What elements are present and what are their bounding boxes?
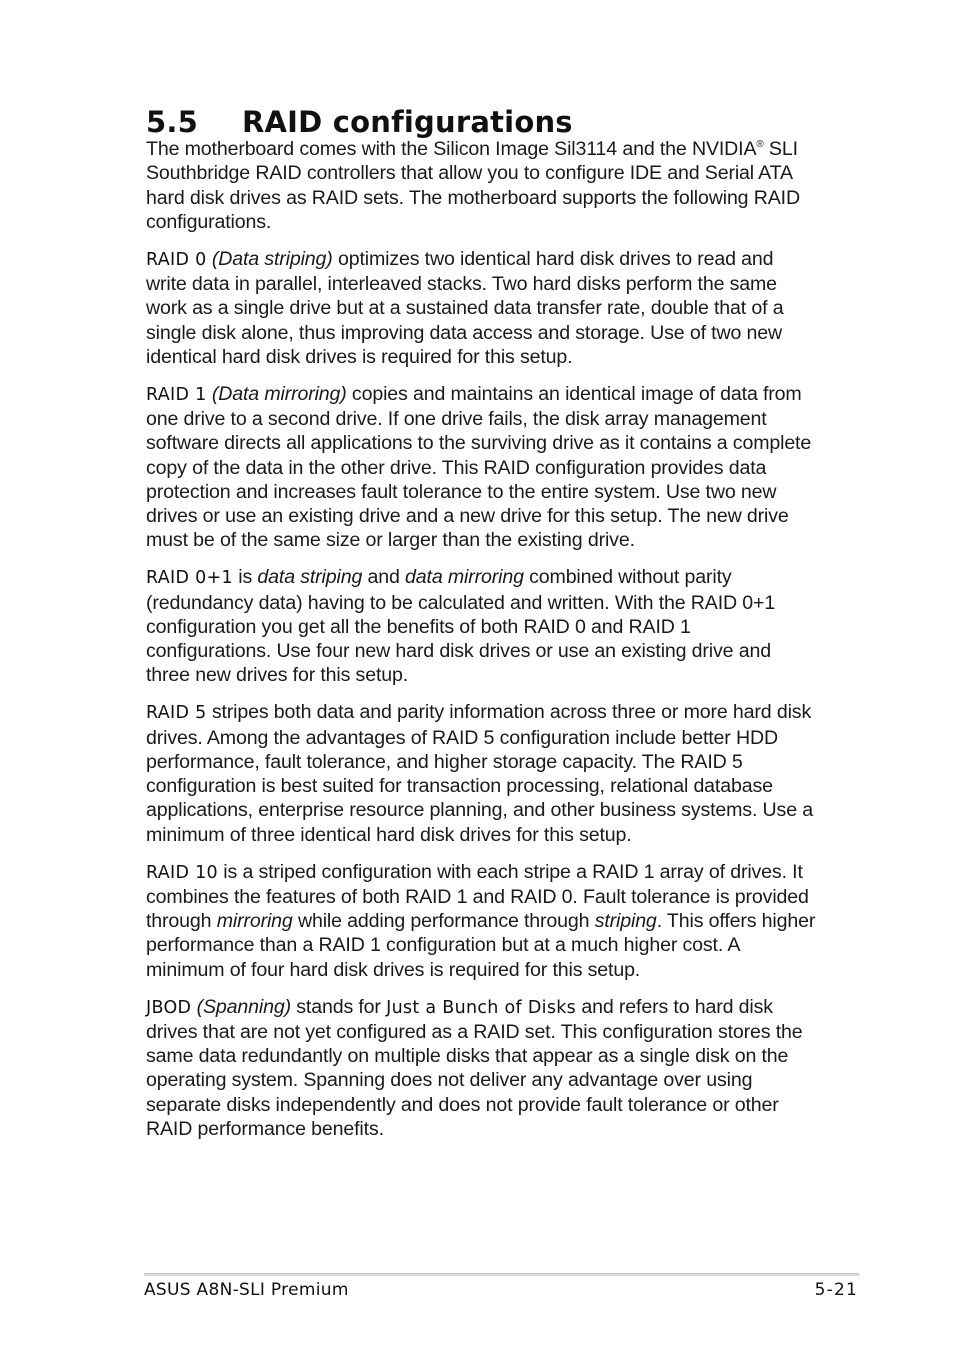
raid0-description: optimizes two identical hard disk drives to read and write data in parallel, interleaved stacks. Two hard disks perform the same work as a single drive but at a sustained data transfer rate, double that of a single disk alone, thus improving data access and storage. Use of two new identical hard disk drives is required for this setup. bbox=[146, 247, 784, 368]
raid5-paragraph bbox=[146, 700, 818, 847]
raid1-paragraph bbox=[146, 382, 818, 553]
intro-text: The motherboard comes with the Silicon Image Sil3114 and the NVIDIA bbox=[146, 138, 757, 160]
raid0-term: RAID 0 bbox=[146, 249, 207, 270]
raid01-emphasis-1: data striping bbox=[257, 566, 363, 589]
raid10-paragraph bbox=[146, 860, 818, 982]
jbod-term: JBOD bbox=[146, 997, 192, 1018]
intro-paragraph bbox=[146, 137, 818, 234]
raid10-description: . This offers higher performance than a RAID 1 configuration but at a much higher cost. A minimum of four hard disk drives is required for this setup. bbox=[146, 910, 816, 981]
raid10-emphasis-2: striping bbox=[594, 910, 657, 933]
section-heading bbox=[146, 105, 573, 139]
raid0-paragraph bbox=[146, 247, 818, 369]
raid1-description: copies and maintains an identical image of data from one drive to a second drive. If one drive fails, the disk array management software directs all applications to the surviving drive as it contains a complete copy of the data in the other drive. This RAID configuration provides data protection and increases fault tolerance to the entire system. Use two new drives or use an existing drive and a new drive for this setup. The new drive must be of the same size or larger than the existing drive. bbox=[146, 382, 812, 552]
raid01-paragraph bbox=[146, 565, 818, 687]
registered-mark: ® bbox=[756, 139, 764, 150]
jbod-paragraph bbox=[146, 995, 818, 1142]
footer-divider bbox=[144, 1273, 859, 1274]
raid01-emphasis-2: data mirroring bbox=[405, 566, 524, 589]
jbod-subtitle: (Spanning) bbox=[196, 995, 291, 1018]
jbod-description: and refers to hard disk drives that are not yet configured as a RAID set. This configuration stores the same data redundantly on multiple disks that appear as a single disk on the operating system. Spanning does not deliver any advantage over using separate disks independently and does not provide fault tolerance or other RAID performance benefits. bbox=[146, 995, 803, 1140]
footer-product-name: ASUS A8N-SLI Premium bbox=[144, 1280, 349, 1300]
raid5-description: stripes both data and parity information across three or more hard disk drives. Among the advantages of RAID 5 configuration include better HDD performance, fault tolerance, and higher storage capacity. The RAID 5 configuration is best suited for transaction processing, relational database applications, enterprise resource planning, and other business systems. Use a minimum of three identical hard disk drives for this setup. bbox=[146, 701, 813, 846]
raid0-subtitle: (Data striping) bbox=[211, 247, 333, 270]
intro-text-continued: SLI Southbridge RAID controllers that allow you to configure IDE and Serial ATA hard disk drives as RAID sets. The motherboard supports the following RAID configurations. bbox=[146, 138, 800, 233]
raid01-term: RAID 0+1 bbox=[146, 568, 233, 589]
raid10-text-1: is a striped configuration with each stripe a RAID 1 array of drives. It combines the features of both RAID 1 and RAID 0. Fault tolerance is provided through bbox=[146, 860, 809, 933]
raid1-term: RAID 1 bbox=[146, 384, 207, 405]
raid01-description: combined without parity (redundancy data) having to be calculated and written. With the RAID 0+1 configuration you get all the benefits of both RAID 0 and RAID 1 configurations. Use four new hard disk drives or use an existing drive and three new drives for this setup. bbox=[146, 566, 776, 687]
raid10-text-2: while adding performance through bbox=[292, 910, 595, 933]
raid1-subtitle: (Data mirroring) bbox=[211, 382, 347, 405]
raid10-emphasis-1: mirroring bbox=[216, 910, 293, 933]
raid01-text-1: is bbox=[232, 566, 258, 589]
section-number: 5.5 bbox=[146, 105, 198, 140]
section-title: RAID configurations bbox=[242, 105, 573, 140]
raid01-text-2: and bbox=[362, 566, 406, 589]
jbod-text-1: stands for bbox=[290, 995, 387, 1018]
raid5-term: RAID 5 bbox=[146, 703, 207, 724]
body-content bbox=[146, 137, 818, 1154]
footer-page-number: 5-21 bbox=[814, 1280, 858, 1300]
raid10-term: RAID 10 bbox=[146, 862, 218, 883]
jbod-expansion-term: Just a Bunch of Disks bbox=[386, 997, 577, 1018]
